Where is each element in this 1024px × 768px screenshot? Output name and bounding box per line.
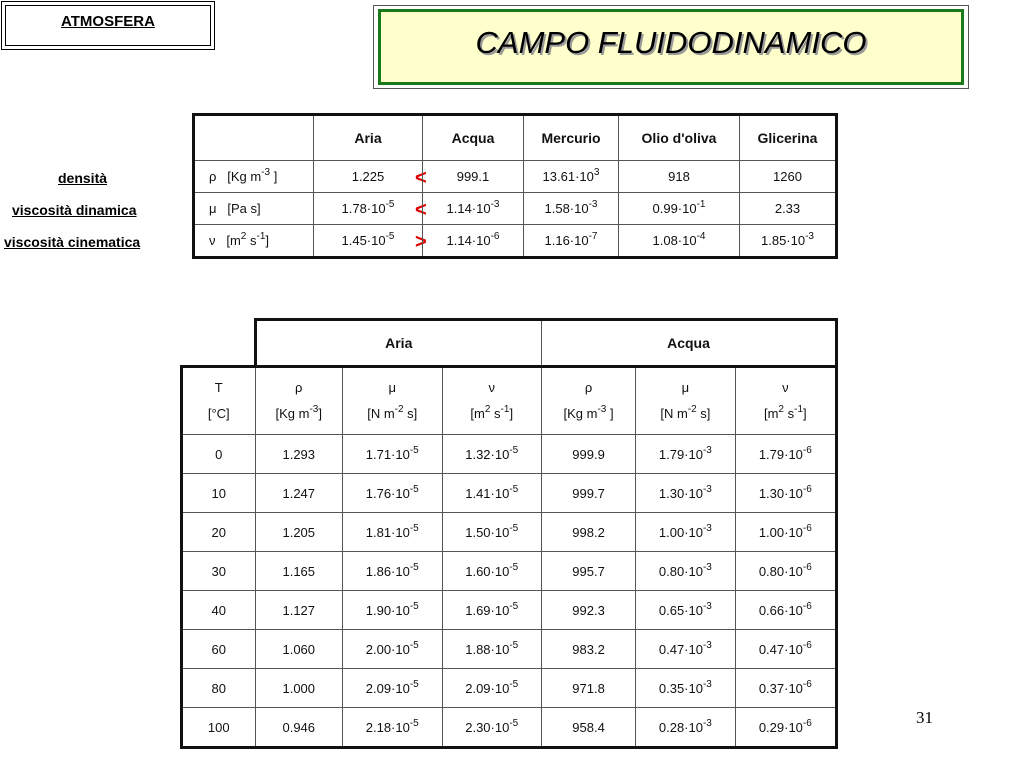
symbol: ν [209, 233, 216, 248]
value-mantissa: 13.61·10 [542, 169, 594, 184]
unit-text: [Pa s] [227, 201, 261, 216]
col-header: Aria [314, 115, 423, 161]
value-exponent: -3 [702, 561, 712, 573]
unit-text: ] [509, 406, 514, 421]
value-exponent: -1 [696, 199, 706, 210]
value-mantissa: 2.09·10 [365, 680, 410, 696]
table-row [182, 474, 837, 513]
comparison-mark-dynamic-viscosity: < [415, 199, 427, 221]
temperature-cell: 80 [182, 669, 256, 708]
value-mantissa: 983.2 [572, 641, 605, 657]
group-header-acqua: Acqua [541, 320, 836, 367]
table-cell [541, 513, 635, 552]
table-cell [343, 669, 442, 708]
row-header [194, 193, 314, 225]
label-dynamic-viscosity: viscosità dinamica [12, 202, 137, 218]
value-mantissa: 1.76·10 [365, 485, 410, 501]
value-mantissa: 1.71·10 [365, 446, 410, 462]
value-mantissa: 998.2 [572, 524, 605, 540]
value-mantissa: 1.205 [282, 524, 316, 540]
table-row [182, 513, 837, 552]
symbol: μ [388, 380, 396, 395]
value-mantissa: 1.90·10 [365, 602, 410, 618]
table-cell [442, 708, 541, 748]
value-exponent: -5 [509, 639, 519, 651]
table-cell [343, 552, 442, 591]
table-cell [343, 591, 442, 630]
table-cell [541, 435, 635, 474]
value-mantissa: 1.88·10 [465, 641, 510, 657]
table-cell [314, 193, 423, 225]
value-mantissa: 1.14·10 [446, 201, 491, 216]
value-exponent: -3 [490, 199, 500, 210]
value-mantissa: 999.1 [456, 169, 490, 184]
table-row [182, 435, 837, 474]
table-cell [636, 435, 735, 474]
col-header: Glicerina [740, 115, 837, 161]
value-mantissa: 1.16·10 [544, 233, 589, 248]
table-cell [442, 669, 541, 708]
table-cell [619, 161, 740, 193]
table-row [182, 708, 837, 748]
value-exponent: -6 [802, 561, 812, 573]
value-mantissa: 1.225 [351, 169, 385, 184]
value-mantissa: 1.00·10 [658, 524, 703, 540]
sub-header [442, 367, 541, 435]
temperature-cell: 10 [182, 474, 256, 513]
temperature-table-body [182, 435, 837, 748]
table-cell [255, 630, 343, 669]
value-mantissa: 2.30·10 [465, 719, 510, 735]
table-cell [423, 225, 524, 258]
table-cell [735, 435, 836, 474]
value-mantissa: 1.78·10 [341, 201, 386, 216]
unit-text: [m [470, 406, 485, 421]
value-exponent: -5 [409, 483, 419, 495]
unit-text: [m [226, 233, 241, 248]
table-cell [314, 161, 423, 193]
fluid-header-row [194, 115, 837, 161]
table-row [182, 630, 837, 669]
value-exponent: -6 [802, 678, 812, 690]
section-label: ATMOSFERA [61, 13, 155, 30]
value-exponent: -7 [588, 231, 598, 242]
table-cell [740, 161, 837, 193]
table-cell [735, 630, 836, 669]
value-mantissa: 1.247 [282, 485, 316, 501]
temperature-table [180, 318, 838, 749]
table-cell [541, 591, 635, 630]
table-cell [343, 435, 442, 474]
value-mantissa: 0.80·10 [758, 563, 803, 579]
symbol: ρ [295, 380, 303, 395]
value-mantissa: 1.165 [282, 563, 316, 579]
value-mantissa: 1.81·10 [365, 524, 410, 540]
value-mantissa: 1.14·10 [446, 233, 491, 248]
value-mantissa: 0.65·10 [658, 602, 703, 618]
value-mantissa: 1.85·10 [761, 233, 806, 248]
temperature-symbol: T [214, 380, 223, 395]
value-exponent: -5 [385, 231, 395, 242]
table-cell [636, 669, 735, 708]
table-row [182, 591, 837, 630]
unit-text: s] [403, 406, 418, 421]
table-cell [541, 630, 635, 669]
value-mantissa: 1.50·10 [465, 524, 510, 540]
symbol: ρ [209, 169, 217, 184]
value-mantissa: 0.28·10 [658, 719, 703, 735]
group-header-row [182, 320, 837, 367]
unit-exponent: -2 [394, 404, 404, 415]
symbol: ρ [584, 380, 593, 395]
group-header-aria: Aria [255, 320, 541, 367]
temperature-header [182, 367, 256, 435]
table-cell [541, 552, 635, 591]
value-exponent: -5 [509, 678, 519, 690]
value-exponent: -6 [802, 522, 812, 534]
unit-text: s [246, 233, 257, 248]
page-title: CAMPO FLUIDODINAMICO [475, 25, 867, 60]
value-mantissa: 1.60·10 [465, 563, 510, 579]
unit-text: [m [763, 406, 779, 421]
table-cell [255, 474, 343, 513]
table-cell [343, 630, 442, 669]
table-cell [343, 474, 442, 513]
value-exponent: -3 [805, 231, 814, 242]
value-exponent: -6 [802, 639, 812, 651]
value-exponent: -5 [409, 717, 419, 729]
value-exponent: -5 [509, 483, 519, 495]
value-exponent: -5 [509, 600, 519, 612]
unit-exponent: 2 [484, 404, 491, 415]
value-exponent: -3 [702, 600, 712, 612]
unit-exponent: -1 [256, 231, 266, 242]
value-exponent: -3 [702, 483, 712, 495]
value-mantissa: 1.293 [282, 446, 316, 462]
value-mantissa: 1.86·10 [365, 563, 410, 579]
temperature-cell: 0 [182, 435, 256, 474]
value-mantissa: 0.66·10 [758, 602, 803, 618]
table-cell [619, 193, 740, 225]
row-header [194, 161, 314, 193]
value-exponent: -5 [409, 444, 419, 456]
table-cell [735, 591, 836, 630]
table-cell [255, 669, 343, 708]
value-exponent: 3 [593, 167, 600, 178]
unit-text: s] [696, 406, 711, 421]
table-cell [636, 630, 735, 669]
value-exponent: -5 [385, 199, 395, 210]
value-mantissa: 958.4 [572, 719, 605, 735]
unit-text: s [490, 406, 501, 421]
fluid-properties-table [192, 113, 838, 259]
table-cell [255, 708, 343, 748]
value-mantissa: 995.7 [572, 563, 605, 579]
corner-cell [194, 115, 314, 161]
value-mantissa: 2.00·10 [365, 641, 410, 657]
sub-header [255, 367, 343, 435]
value-mantissa: 0.99·10 [652, 201, 697, 216]
table-cell [735, 552, 836, 591]
value-mantissa: 1.32·10 [465, 446, 510, 462]
table-row [194, 193, 837, 225]
value-mantissa: 1.127 [282, 602, 316, 618]
temperature-cell: 100 [182, 708, 256, 748]
table-cell [423, 161, 524, 193]
table-cell [636, 552, 735, 591]
symbol: μ [209, 201, 217, 216]
table-cell [636, 708, 735, 748]
symbol: ν [488, 380, 495, 395]
unit-exponent: -1 [500, 404, 510, 415]
value-exponent: -3 [588, 199, 598, 210]
table-cell [636, 591, 735, 630]
table-cell [442, 591, 541, 630]
value-mantissa: 1.08·10 [652, 233, 697, 248]
value-exponent: -5 [409, 600, 419, 612]
col-header: Olio d'oliva [619, 115, 740, 161]
value-exponent: -6 [802, 600, 812, 612]
value-mantissa: 1.58·10 [544, 201, 589, 216]
unit-text: [Kg m [563, 406, 598, 421]
unit-text: [N m [367, 406, 395, 421]
value-exponent: -5 [509, 717, 519, 729]
table-cell [442, 474, 541, 513]
value-mantissa: 2.09·10 [465, 680, 510, 696]
value-exponent: -5 [509, 561, 519, 573]
blank-cell [182, 320, 256, 367]
value-mantissa: 2.18·10 [365, 719, 410, 735]
value-exponent: -5 [409, 678, 419, 690]
value-mantissa: 992.3 [572, 602, 605, 618]
unit-text: [Kg m [227, 169, 262, 184]
value-mantissa: 0.35·10 [658, 680, 703, 696]
value-mantissa: 0.80·10 [658, 563, 703, 579]
table-cell [524, 225, 619, 258]
table-cell [255, 552, 343, 591]
value-mantissa: 1.30·10 [758, 485, 803, 501]
section-label-box [1, 1, 215, 50]
value-exponent: -6 [802, 717, 812, 729]
table-cell [255, 513, 343, 552]
sub-header [541, 367, 635, 435]
label-kinematic-viscosity: viscosità cinematica [4, 234, 141, 250]
sub-header [636, 367, 735, 435]
table-cell [255, 435, 343, 474]
value-mantissa: 0.47·10 [658, 641, 703, 657]
table-cell [541, 474, 635, 513]
table-cell [314, 225, 423, 258]
value-exponent: -6 [802, 483, 812, 495]
title-inner [378, 9, 964, 85]
table-row [194, 161, 837, 193]
value-mantissa: 0.29·10 [758, 719, 803, 735]
value-mantissa: 2.33 [774, 201, 801, 216]
value-exponent: -6 [802, 444, 812, 456]
unit-text: s [783, 406, 795, 421]
value-mantissa: 1.000 [282, 680, 316, 696]
table-cell [740, 225, 837, 258]
value-exponent: -5 [409, 561, 419, 573]
value-mantissa: 1.69·10 [465, 602, 510, 618]
value-exponent: -5 [509, 444, 519, 456]
value-mantissa: 1.45·10 [341, 233, 386, 248]
unit-text: ] [803, 406, 807, 421]
unit-exponent: -3 [597, 404, 607, 415]
value-exponent: -6 [490, 231, 500, 242]
col-header: Mercurio [524, 115, 619, 161]
table-row [182, 669, 837, 708]
section-label-inner [5, 5, 211, 46]
table-cell [524, 161, 619, 193]
table-cell [735, 513, 836, 552]
table-cell [541, 708, 635, 748]
table-cell [541, 669, 635, 708]
table-cell [442, 630, 541, 669]
table-row [182, 552, 837, 591]
value-exponent: -5 [409, 639, 419, 651]
value-mantissa: 0.47·10 [758, 641, 803, 657]
value-mantissa: 999.7 [572, 485, 605, 501]
comparison-mark-kinematic-viscosity: > [415, 231, 427, 253]
value-mantissa: 0.37·10 [758, 680, 803, 696]
fluid-table-body [194, 161, 837, 258]
label-density: densità [58, 170, 108, 186]
comparison-mark-density: < [415, 167, 427, 189]
table-cell [442, 435, 541, 474]
table-cell [735, 708, 836, 748]
temperature-cell: 40 [182, 591, 256, 630]
value-mantissa: 1.79·10 [758, 446, 803, 462]
value-mantissa: 1.060 [282, 641, 316, 657]
sub-header [343, 367, 442, 435]
unit-exponent: -3 [309, 404, 319, 415]
table-cell [636, 474, 735, 513]
value-mantissa: 1.30·10 [658, 485, 703, 501]
table-row [194, 225, 837, 258]
symbol: μ [681, 380, 690, 395]
value-exponent: -3 [702, 444, 712, 456]
value-exponent: -3 [702, 678, 712, 690]
table-cell [636, 513, 735, 552]
table-cell [740, 193, 837, 225]
temperature-cell: 20 [182, 513, 256, 552]
unit-exponent: -1 [794, 404, 804, 415]
temperature-cell: 60 [182, 630, 256, 669]
table-cell [524, 193, 619, 225]
unit-text: ] [606, 406, 614, 421]
value-exponent: -3 [702, 717, 712, 729]
unit-text: [N m [660, 406, 688, 421]
sub-header [735, 367, 836, 435]
value-exponent: -3 [702, 522, 712, 534]
temperature-unit: [°C] [207, 406, 230, 421]
page-number: 31 [916, 708, 933, 727]
table-cell [423, 193, 524, 225]
value-exponent: -3 [702, 639, 712, 651]
title-box [373, 5, 969, 89]
table-cell [442, 513, 541, 552]
table-cell [255, 591, 343, 630]
table-cell [343, 708, 442, 748]
table-cell [343, 513, 442, 552]
unit-exponent: 2 [240, 231, 247, 242]
table-cell [619, 225, 740, 258]
unit-exponent: -3 [261, 167, 271, 178]
symbol: ν [782, 380, 789, 395]
col-header: Acqua [423, 115, 524, 161]
unit-exponent: 2 [778, 404, 784, 415]
value-mantissa: 1.00·10 [758, 524, 803, 540]
value-mantissa: 1.79·10 [658, 446, 703, 462]
unit-text: ] [265, 233, 270, 248]
unit-text: ] [270, 169, 278, 184]
table-cell [442, 552, 541, 591]
table-cell [735, 669, 836, 708]
table-cell [735, 474, 836, 513]
value-exponent: -4 [696, 231, 706, 242]
value-mantissa: 1.41·10 [465, 485, 510, 501]
value-mantissa: 918 [668, 169, 690, 184]
row-header [194, 225, 314, 258]
value-exponent: -5 [409, 522, 419, 534]
sub-header-row [182, 367, 837, 435]
value-mantissa: 0.946 [282, 719, 316, 735]
unit-exponent: -2 [687, 404, 697, 415]
value-mantissa: 971.8 [572, 680, 605, 696]
value-mantissa: 1260 [773, 169, 802, 184]
temperature-cell: 30 [182, 552, 256, 591]
unit-text: ] [318, 406, 322, 421]
value-exponent: -5 [509, 522, 519, 534]
unit-text: [Kg m [275, 406, 310, 421]
value-mantissa: 999.9 [572, 446, 605, 462]
